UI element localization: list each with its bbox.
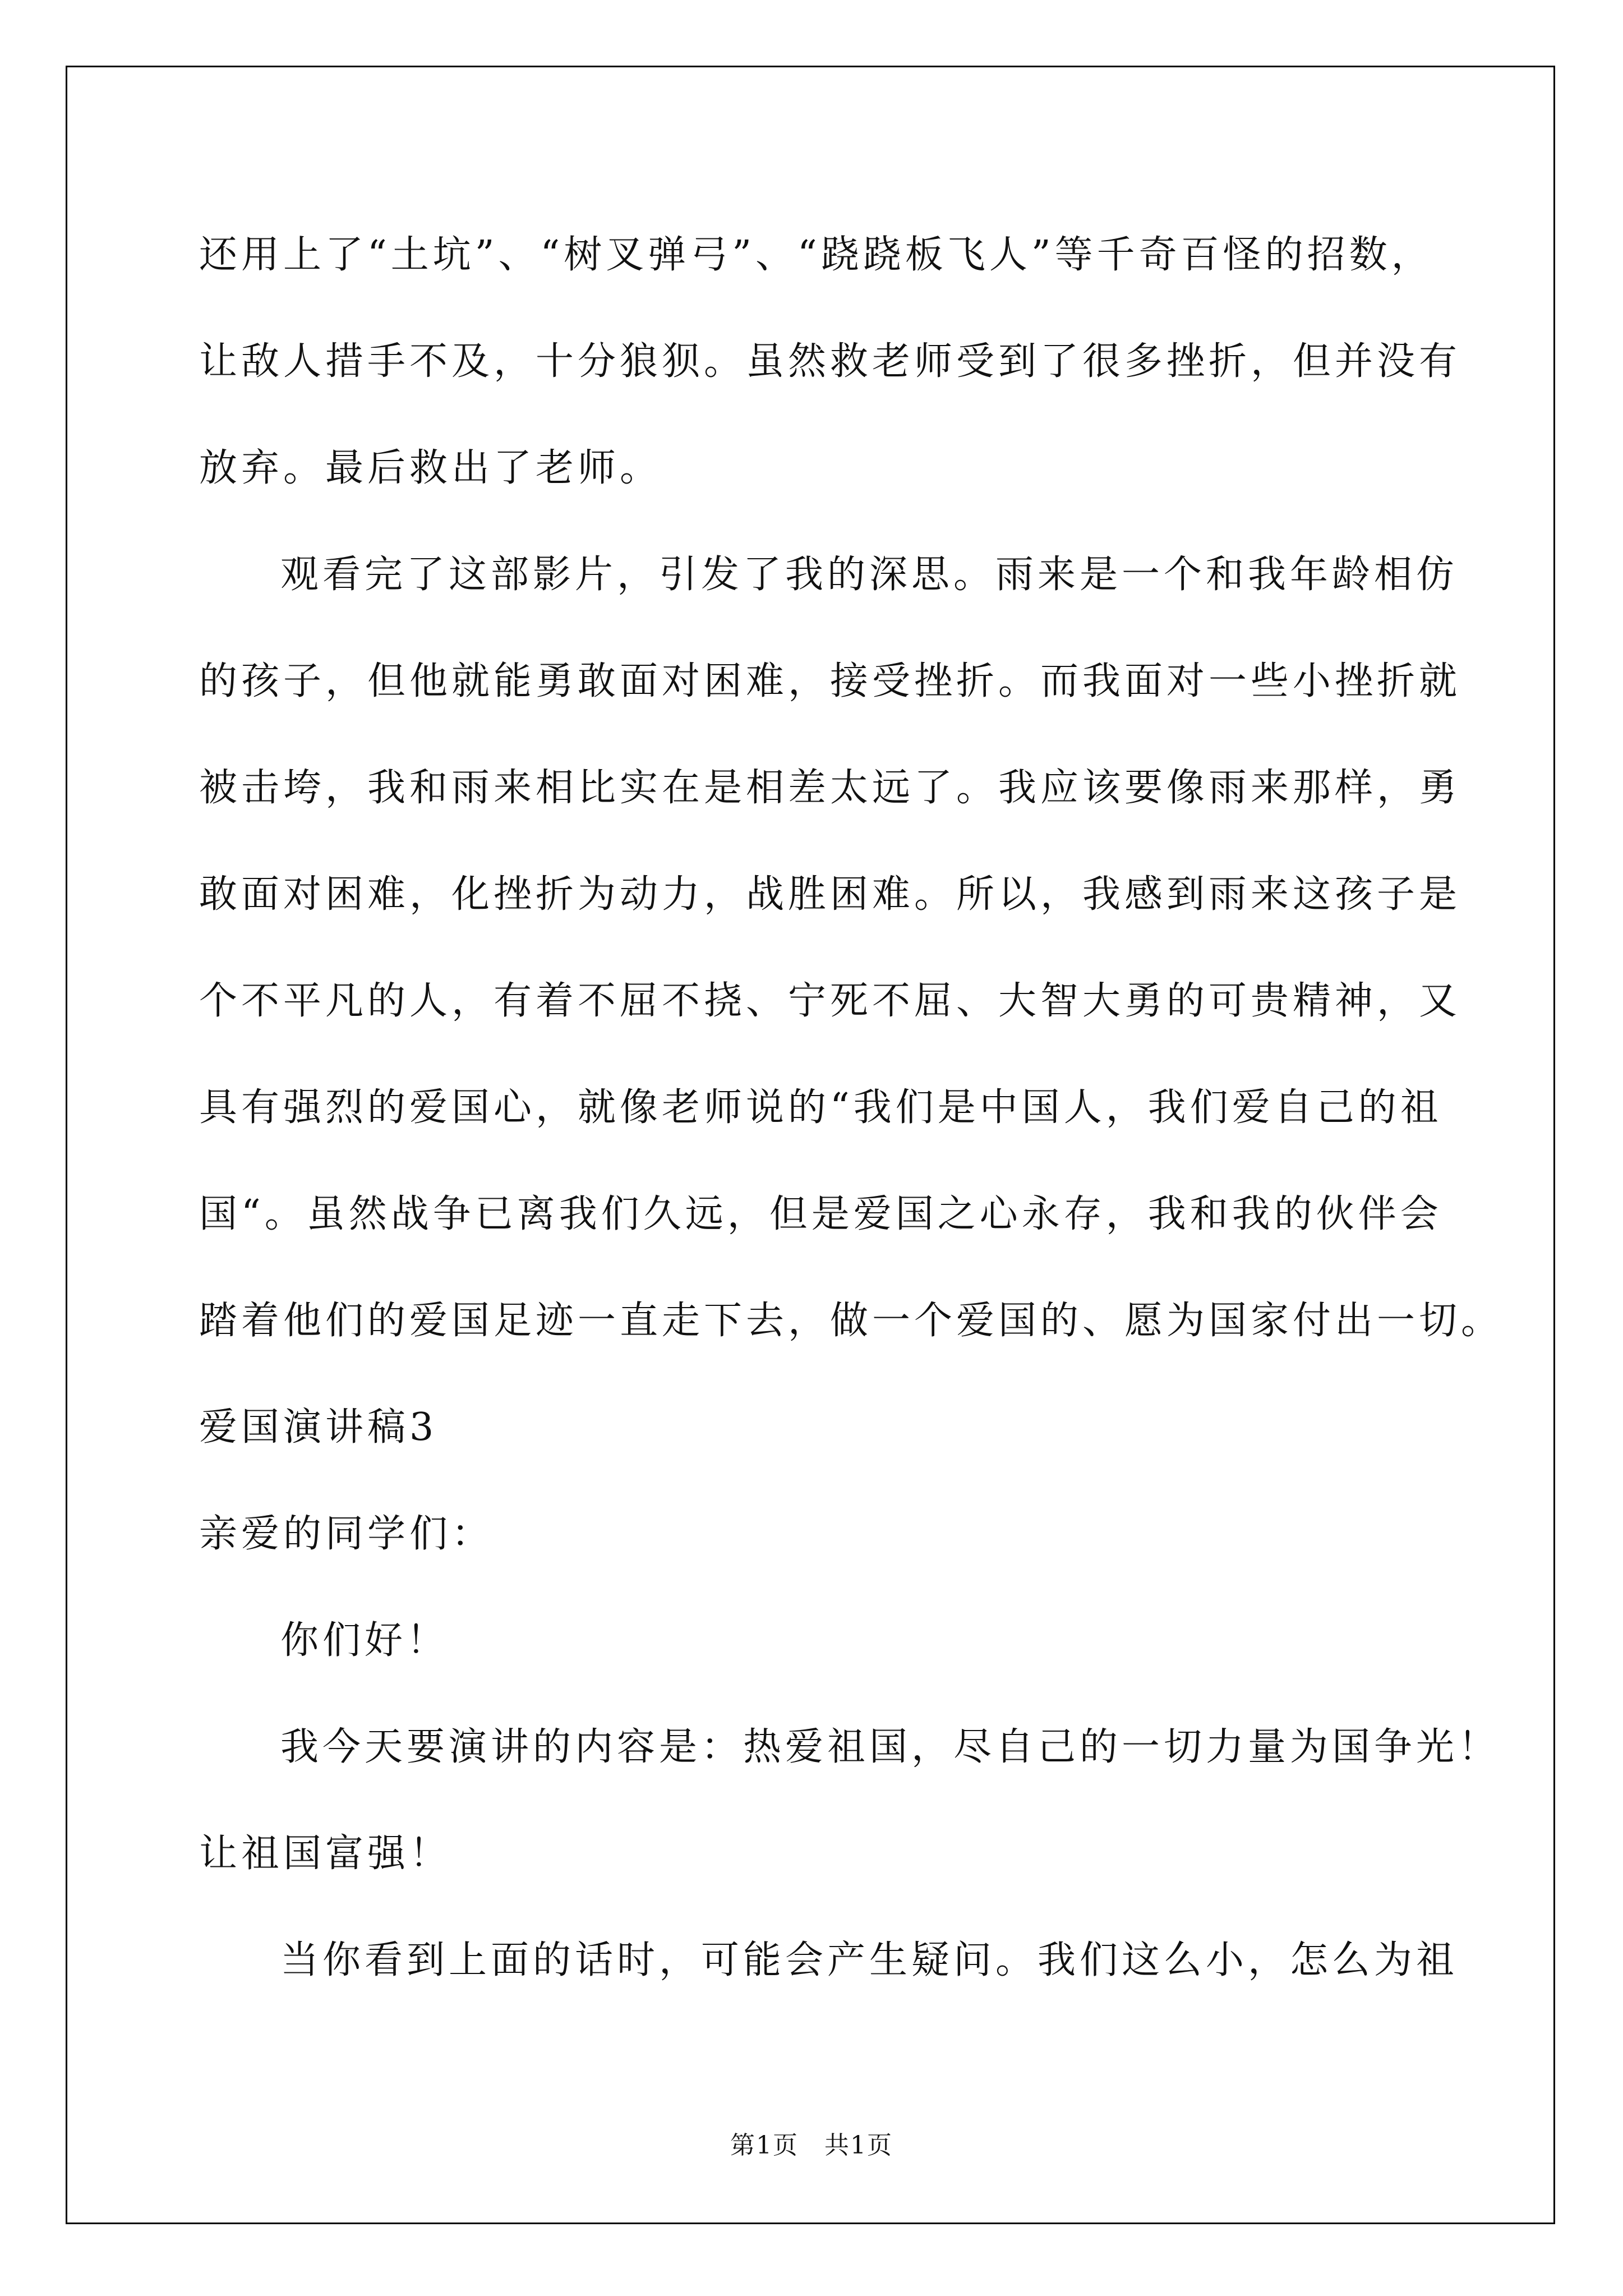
text-line: 敢面对困难，化挫折为动力，战胜困难。所以，我感到雨来这孩子是	[199, 872, 1461, 917]
greeting-line: 你们好！	[280, 1618, 449, 1663]
section-heading: 爱国演讲稿3	[199, 1405, 438, 1450]
salutation: 亲爱的同学们：	[199, 1512, 494, 1556]
text-line: 还用上了“土坑”、“树叉弹弓”、“跷跷板飞人”等千奇百怪的招数，	[199, 233, 1433, 277]
page-number-footer: 第1页 共1页	[730, 2131, 893, 2160]
text-line: 的孩子，但他就能勇敢面对困难，接受挫折。而我面对一些小挫折就	[199, 659, 1461, 703]
text-line: 放弃。最后救出了老师。	[199, 446, 662, 490]
text-line: 踏着他们的爱国足迹一直走下去，做一个爱国的、愿为国家付出一切。	[199, 1299, 1504, 1343]
paragraph-start-line: 我今天要演讲的内容是：热爱祖国，尽自己的一切力量为国争光！	[280, 1725, 1501, 1769]
text-line: 让祖国富强！	[199, 1832, 452, 1876]
paragraph-start-line: 观看完了这部影片，引发了我的深思。雨来是一个和我年龄相仿	[280, 553, 1459, 597]
text-line: 国“。虽然战争已离我们久远，但是爱国之心永存，我和我的伙伴会	[199, 1192, 1442, 1236]
paragraph-start-line: 当你看到上面的话时，可能会产生疑问。我们这么小，怎么为祖	[280, 1938, 1459, 1982]
text-line: 具有强烈的爱国心，就像老师说的“我们是中国人，我们爱自己的祖	[199, 1085, 1442, 1130]
text-line: 被击垮，我和雨来相比实在是相差太远了。我应该要像雨来那样，勇	[199, 766, 1461, 810]
document-body	[199, 202, 1504, 2014]
text-line: 个不平凡的人，有着不屈不挠、宁死不屈、大智大勇的可贵精神，又	[199, 979, 1461, 1023]
text-line: 让敌人措手不及，十分狼狈。虽然救老师受到了很多挫折，但并没有	[199, 339, 1461, 384]
